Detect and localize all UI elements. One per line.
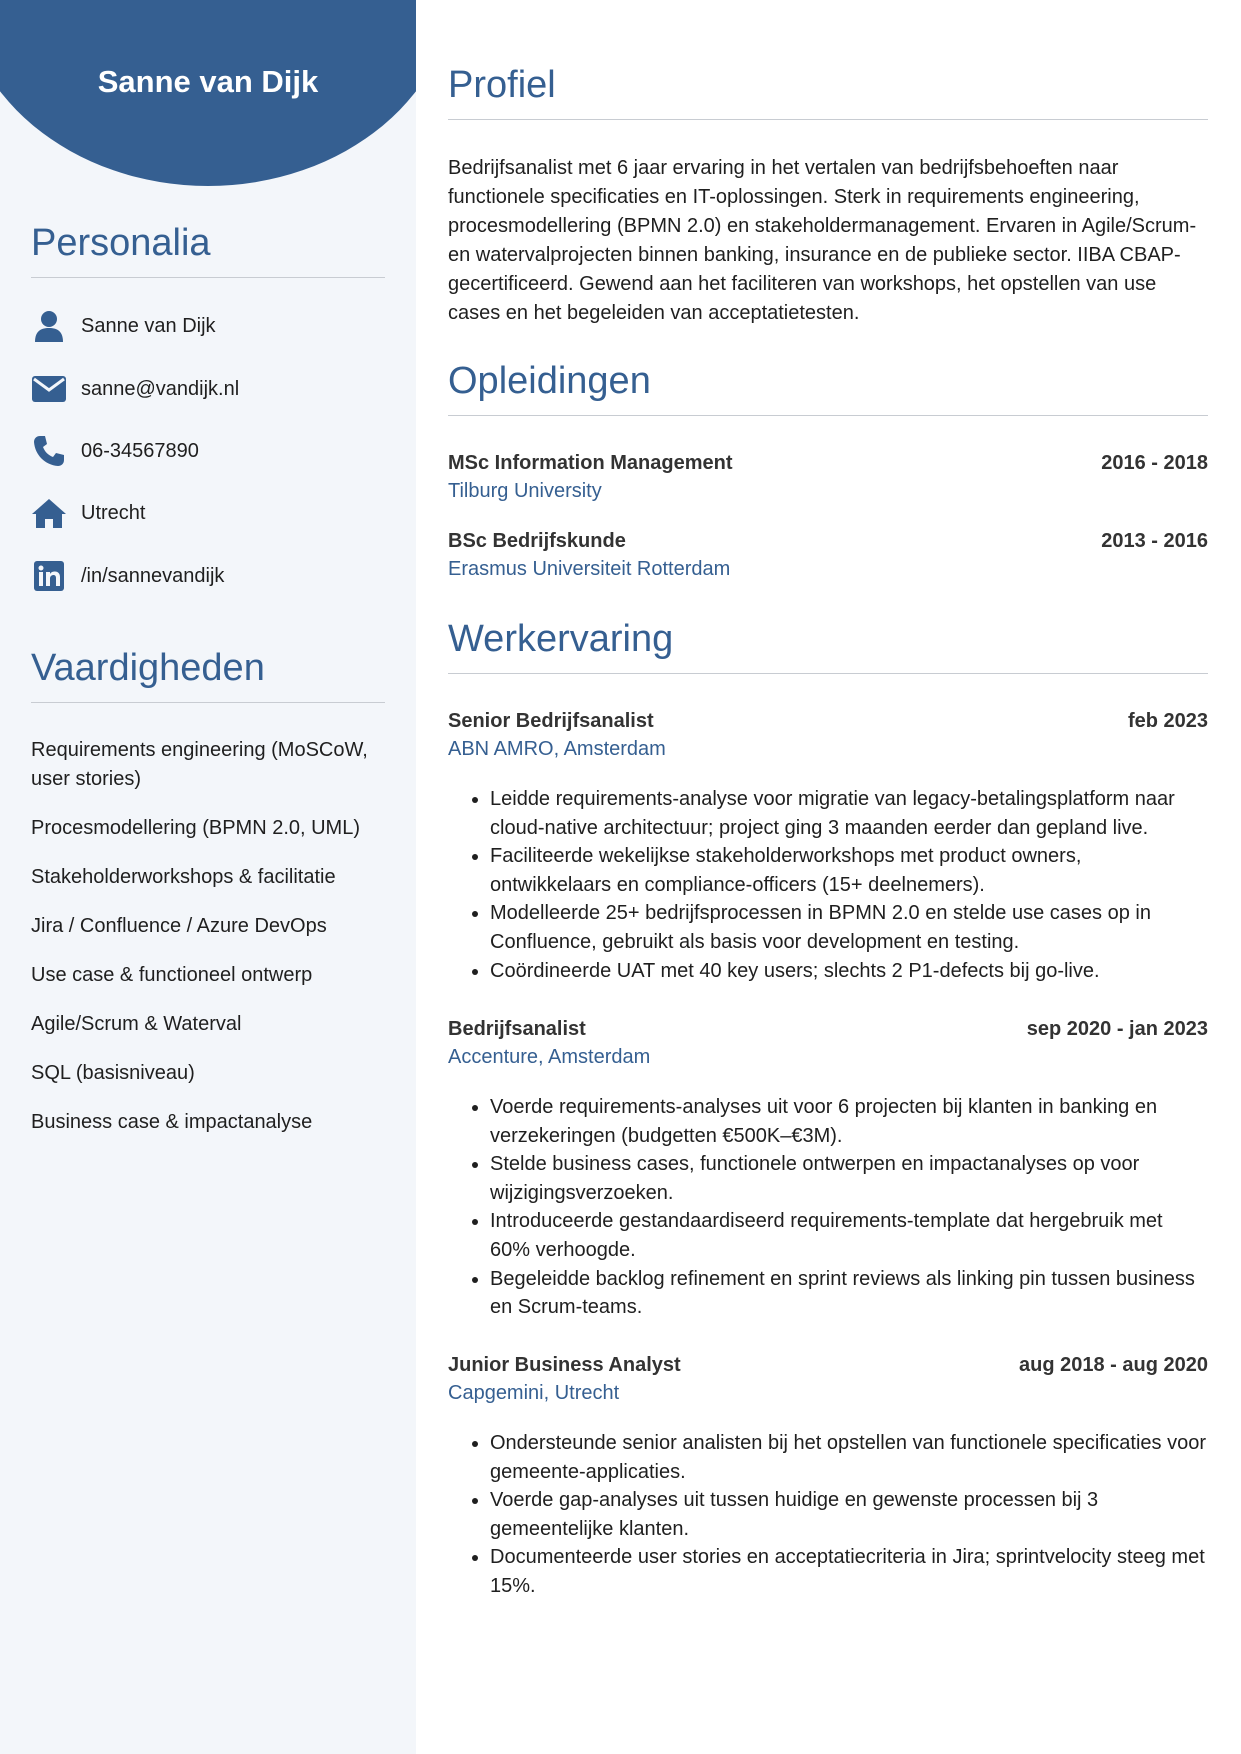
- linkedin-icon: [31, 558, 67, 594]
- education-entry: [448, 449, 1208, 505]
- skill-item: Requirements engineering (MoSCoW, user stories): [31, 739, 368, 790]
- list-item: • Faciliteerde wekelijkse stakeholderworkshops met product owners, ontwikkelaars en compliance-officers (15+ deelnemers).: [490, 842, 1208, 899]
- personalia-title: Personalia: [31, 222, 385, 278]
- experience-bullets: [448, 1429, 1208, 1601]
- contact-city-text: Utrecht: [81, 501, 146, 524]
- list-item: • Ondersteunde senior analisten bij het opstellen van functionele specificaties voor gemeente-applicaties.: [490, 1429, 1208, 1486]
- profile-text: Bedrijfsanalist met 6 jaar ervaring in het vertalen van bedrijfsbehoeften naar functionele specificaties en IT-oplossingen. Sterk in requirements engineering, procesmodellering (BPMN 2.0) en stakeholdermanagement. Ervaren in Agile/Scrum- en watervalprojecten binnen banking, insurance en de publieke sector. IIBA CBAP-gecertificeerd. Gewend aan het faciliteren van workshops, het opstellen van use cases en het begeleiden van acceptatietesten.: [448, 157, 1197, 324]
- list-item: • Voerde gap-analyses uit tussen huidige en gewenste processen bij 3 gemeentelijke klanten.: [490, 1486, 1208, 1543]
- skill-item: SQL (basisniveau): [31, 1062, 195, 1084]
- list-item: • Stelde business cases, functionele ontwerpen en impactanalyses op voor wijzigingsverzoeken.: [490, 1150, 1208, 1207]
- education-years: 2016 - 2018: [1101, 452, 1208, 474]
- home-icon: [31, 495, 67, 531]
- experience-title: Werkervaring: [448, 618, 1208, 674]
- experience-period: feb 2023: [1127, 710, 1208, 732]
- list-item: • Voerde requirements-analyses uit voor 6 projecten bij klanten in banking en verzekeringen (budgetten €500K–€3M).: [490, 1093, 1208, 1150]
- envelope-icon: [31, 371, 67, 407]
- skill-item: Use case & functioneel ontwerp: [31, 964, 313, 986]
- education-degree: MSc Information Management: [448, 452, 733, 474]
- list-item: • Introduceerde gestandaardiseerd requirements-template dat hergebruik met 60% verhoogde.: [490, 1207, 1208, 1264]
- experience-entry: [448, 707, 1208, 985]
- contact-phone[interactable]: [31, 433, 199, 469]
- experience-entry: [448, 1351, 1208, 1601]
- candidate-name: Sanne van Dijk: [97, 64, 319, 99]
- education-years: 2013 - 2016: [1101, 530, 1208, 552]
- skill-item: Agile/Scrum & Waterval: [31, 1013, 242, 1035]
- list-item: • Leidde requirements-analyse voor migratie van legacy-betalingsplatform naar cloud-native architectuur; project ging 3 maanden eerder dan gepland live.: [490, 785, 1208, 842]
- skill-item: Jira / Confluence / Azure DevOps: [31, 915, 327, 937]
- experience-bullets: [448, 785, 1208, 985]
- education-degree: BSc Bedrijfskunde: [448, 530, 626, 552]
- skills-title: Vaardigheden: [31, 647, 385, 703]
- experience-company: Accenture, Amsterdam: [448, 1046, 651, 1068]
- skills-list: [31, 736, 391, 1157]
- contact-email-text[interactable]: sanne@vandijk.nl: [81, 377, 240, 400]
- experience-company: ABN AMRO, Amsterdam: [448, 738, 666, 760]
- sidebar: [0, 0, 416, 1754]
- contact-name-text: Sanne van Dijk: [81, 314, 216, 337]
- phone-icon: [31, 433, 67, 469]
- contact-linkedin-text[interactable]: /in/sannevandijk: [81, 564, 225, 587]
- skill-item: Procesmodellering (BPMN 2.0, UML): [31, 817, 360, 839]
- contact-phone-text[interactable]: 06-34567890: [81, 439, 199, 462]
- contact-email[interactable]: [31, 371, 239, 407]
- profile-title: Profiel: [448, 64, 1208, 120]
- experience-entry: [448, 1015, 1208, 1322]
- experience-company: Capgemini, Utrecht: [448, 1382, 620, 1404]
- education-school: Tilburg University: [448, 480, 602, 502]
- skill-item: Business case & impactanalyse: [31, 1111, 313, 1133]
- experience-period: aug 2018 - aug 2020: [1019, 1354, 1208, 1376]
- education-entry: [448, 527, 1208, 583]
- experience-bullets: [448, 1093, 1208, 1322]
- experience-role: Bedrijfsanalist: [448, 1018, 586, 1040]
- person-icon: [31, 308, 67, 344]
- contact-name: [31, 308, 216, 344]
- skill-item: Stakeholderworkshops & facilitatie: [31, 866, 336, 888]
- contact-city: [31, 495, 145, 531]
- experience-role: Senior Bedrijfsanalist: [448, 710, 654, 732]
- list-item: • Begeleidde backlog refinement en sprint reviews als linking pin tussen business en Scrum-teams.: [490, 1265, 1208, 1322]
- education-school: Erasmus Universiteit Rotterdam: [448, 558, 731, 580]
- list-item: • Documenteerde user stories en acceptatiecriteria in Jira; sprintvelocity steeg met 15%.: [490, 1543, 1208, 1600]
- list-item: • Modelleerde 25+ bedrijfsprocessen in BPMN 2.0 en stelde use cases op in Confluence, gebruikt als basis voor development en testing.: [490, 899, 1208, 956]
- experience-role: Junior Business Analyst: [448, 1354, 681, 1376]
- list-item: • Coördineerde UAT met 40 key users; slechts 2 P1-defects bij go-live.: [490, 957, 1208, 986]
- experience-period: sep 2020 - jan 2023: [1026, 1018, 1208, 1040]
- education-title: Opleidingen: [448, 360, 1208, 416]
- contact-linkedin[interactable]: [31, 558, 224, 594]
